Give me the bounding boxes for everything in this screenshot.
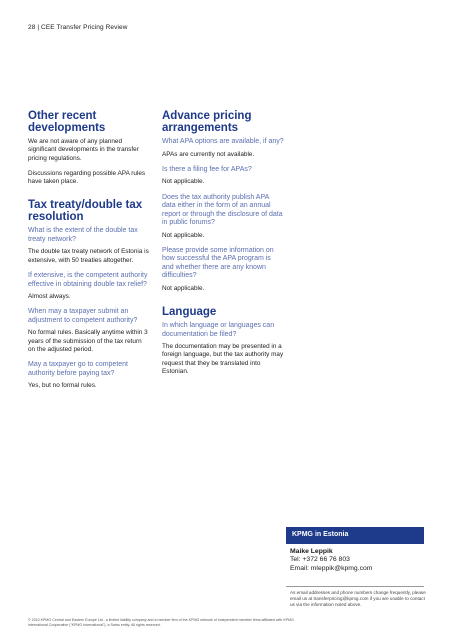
- question: If extensive, is the competent authority effective in obtaining double tax relief?: [28, 272, 148, 288]
- answer: Not applicable.: [162, 178, 205, 186]
- left-column: [28, 110, 150, 398]
- contact-note: As email addresses and phone numbers change frequently, please email us at transferpricing@kpmg.com if you are unable to contact us via the information noted above.: [290, 590, 426, 607]
- paragraph: We are not aware of any planned significant developments in the transfer pricing regulations.: [28, 138, 139, 162]
- answer: APAs are currently not available.: [162, 150, 255, 158]
- contact-email: Email: mleppik@kpmg.com: [290, 564, 373, 572]
- contact-phone: Tel: +372 66 76 803: [290, 556, 350, 563]
- paragraph: Discussions regarding possible APA rules have taken place.: [28, 169, 146, 186]
- answer: Almost always.: [28, 293, 71, 301]
- answer: The documentation may be presented in a foreign language, but the tax authority may request that they be translated into Estonian.: [162, 343, 284, 376]
- question: May a taxpayer go to competent authority before paying tax?: [28, 361, 128, 377]
- question: In which language or languages can documentation be filed?: [162, 322, 275, 338]
- answer: Not applicable.: [162, 231, 205, 239]
- answer: Yes, but no formal rules.: [28, 382, 97, 390]
- heading-advance-pricing: Advance pricing arrangements: [162, 110, 252, 134]
- contact-name: Maike Leppik: [290, 548, 333, 555]
- answer: No formal rules. Basically anytime within 3 years of the submission of the tax return on the adjusted period.: [28, 329, 148, 353]
- heading-language: Language: [162, 306, 217, 319]
- answer: Not applicable.: [162, 284, 205, 292]
- heading-other-recent-developments: Other recent developments: [28, 110, 106, 134]
- question: What APA options are available, if any?: [162, 138, 284, 145]
- question: When may a taxpayer submit an adjustment to competent authority?: [28, 308, 138, 324]
- copyright-footer: © 2010 KPMG Central and Eastern Europe Ltd., a limited liability company and a member firm of the KPMG network of independent member firms affiliated with KPMG International Cooperative ("KPMG International"), a Swiss entity. All rights reserved.: [28, 618, 294, 628]
- page-header: 28 | CEE Transfer Pricing Review: [28, 24, 128, 31]
- right-column: [162, 110, 284, 383]
- answer: The double tax treaty network of Estonia is extensive, with 50 treaties altogether.: [28, 248, 149, 264]
- contact-details: [290, 548, 424, 573]
- divider: [286, 586, 424, 587]
- contact-box-title: KPMG in Estonia: [286, 527, 424, 544]
- question: Please provide some information on how successful the APA program is and whether there are any known difficulties?: [162, 246, 274, 280]
- heading-tax-treaty: Tax treaty/double tax resolution: [28, 199, 143, 224]
- question: Is there a filing fee for APAs?: [162, 165, 252, 173]
- question: Does the tax authority publish APA data either in the form of an annual report or through the disclosure of data in public forums?: [162, 193, 283, 227]
- question: What is the extent of the double tax treaty network?: [28, 227, 138, 243]
